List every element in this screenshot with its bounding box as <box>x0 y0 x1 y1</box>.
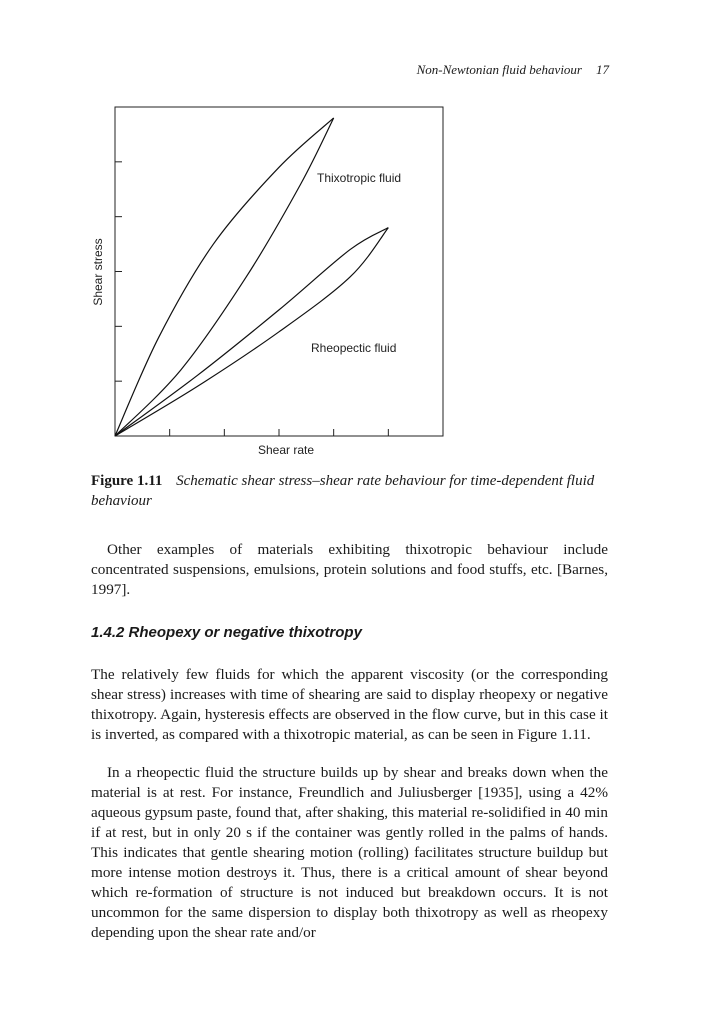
paragraph-2: The relatively few fluids for which the apparent viscosity (or the corresponding shear stress) increases with time of shearing are said to display rheopexy or negative thixotropy. Again, hysteresis effects are observed in the flow curve, but in this case it is inverted, as compared with a thixotropic material, as can be seen in Figure 1.11. <box>91 666 608 743</box>
running-head-title: Non-Newtonian fluid behaviour <box>416 62 582 77</box>
x-axis-label: Shear rate <box>257 443 315 457</box>
figure-caption <box>91 471 608 511</box>
series-line-3 <box>115 228 388 436</box>
shear-stress-chart <box>88 104 448 464</box>
curves <box>115 118 388 436</box>
y-axis-label: Shear stress <box>91 238 105 306</box>
figure-caption-text: Schematic shear stress–shear rate behaviour for time-dependent fluid behaviour <box>91 473 595 509</box>
figure-1-11 <box>88 104 448 464</box>
running-head <box>417 62 609 78</box>
section-heading: 1.4.2 Rheopexy or negative thixotropy <box>91 624 362 641</box>
figure-number: Figure 1.11 <box>91 473 163 489</box>
plot-frame <box>115 107 443 436</box>
paragraph-1: Other examples of materials exhibiting thixotropic behaviour include concentrated suspensions, emulsions, protein solutions and food stuffs, etc. [Barnes, 1997]. <box>91 541 608 598</box>
series-line-1 <box>115 118 334 436</box>
annotation-rheopectic: Rheopectic fluid <box>311 341 397 355</box>
axis-ticks <box>115 162 388 436</box>
series-line-0 <box>115 118 334 436</box>
paragraph-3: In a rheopectic fluid the structure builds up by shear and breaks down when the material is at rest. For instance, Freundlich and Juliusberger [1935], using a 42% aqueous gypsum paste, found that, after shaking, this material re-solidified in 40 min if at rest, but in only 20 s if the container was gently rolled in the palms of hands. This indicates that gentle shearing motion (rolling) facilitates structure buildup but more intense motion destroys it. Thus, there is a critical amount of shear beyond which re-formation of structure is not induced but breakdown occurs. It is not uncommon for the same dispersion to display both thixotropy as well as rheopexy depending upon the shear rate and/or <box>91 764 608 941</box>
page-number: 17 <box>596 62 609 77</box>
annotation-thixotropic: Thixotropic fluid <box>317 171 402 185</box>
